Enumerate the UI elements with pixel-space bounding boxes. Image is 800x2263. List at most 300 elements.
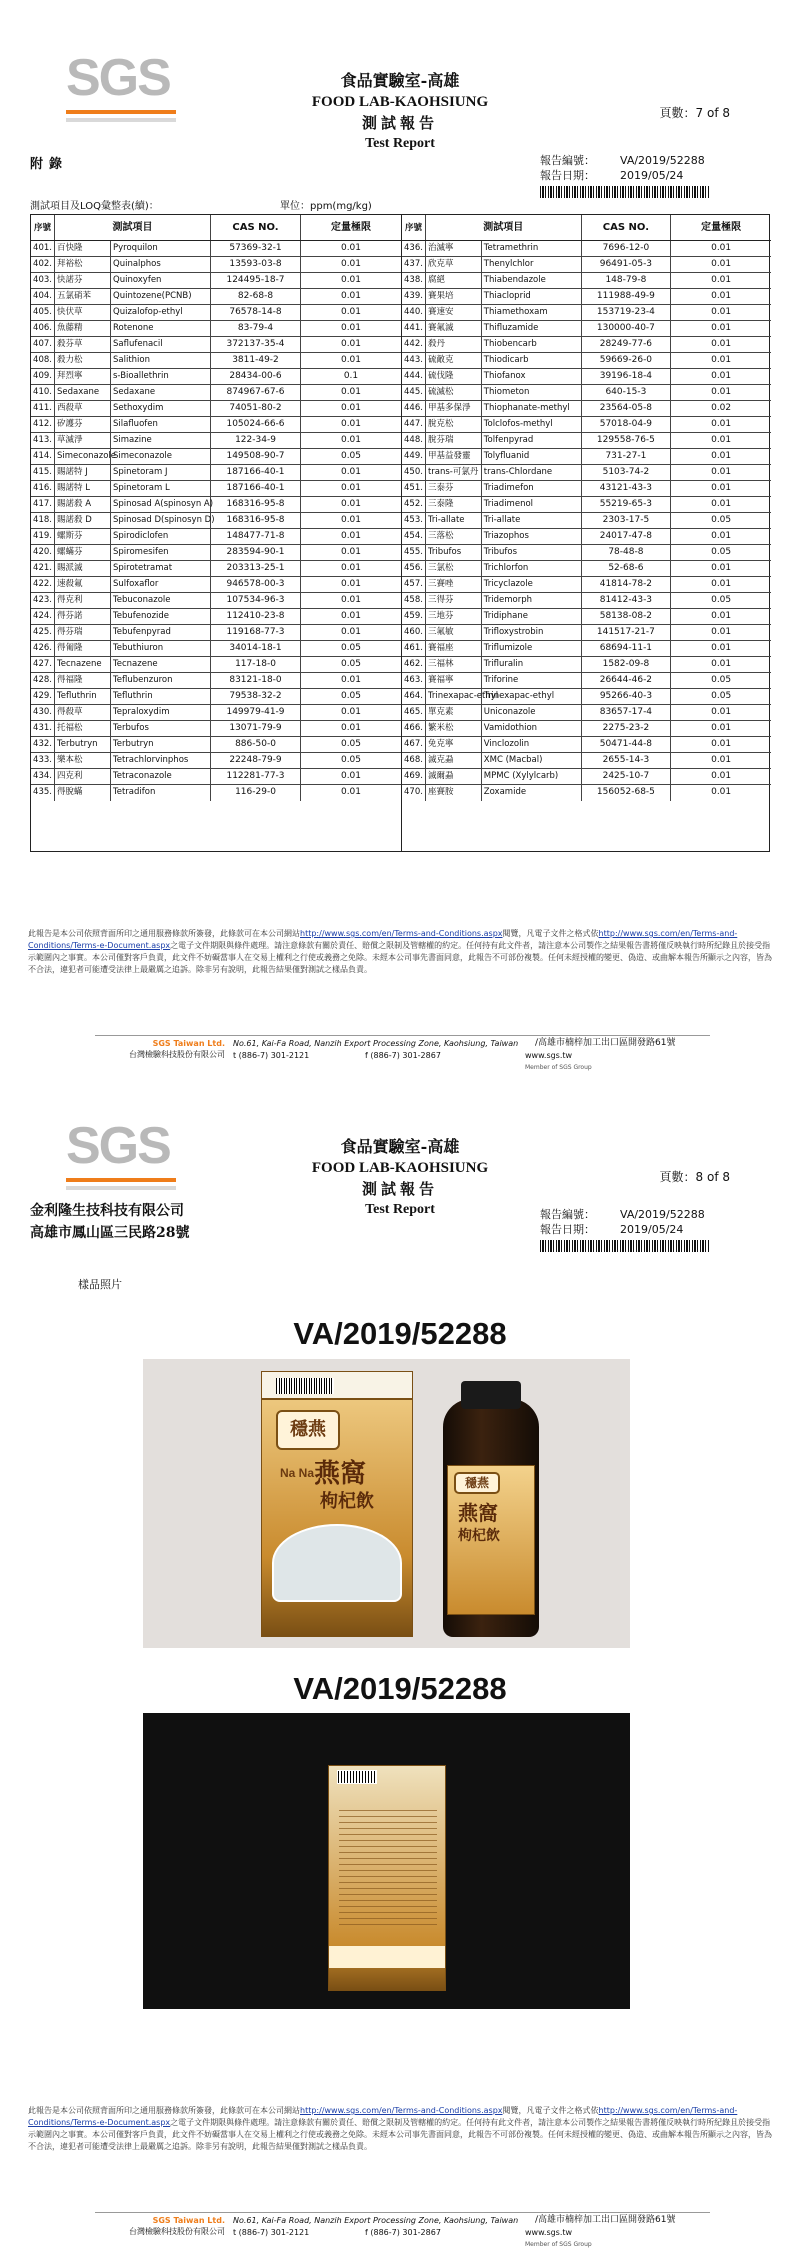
cell-loq: 0.01 <box>711 387 732 397</box>
cell-name-en: Tefluthrin <box>111 689 211 704</box>
cell-cas: 57369-32-1 <box>211 241 301 256</box>
cell-name-en: Tebuthiuron <box>111 641 211 656</box>
cell-loq: 0.01 <box>711 563 732 573</box>
cell-loq: 0.05 <box>711 547 732 557</box>
cell-name-cn: 樂本松 <box>55 753 111 768</box>
cell-name-en: Sethoxydim <box>111 401 211 416</box>
cell-name-cn: 殺丹 <box>426 337 482 352</box>
cell-no: 436. <box>402 241 426 256</box>
cell-no: 468. <box>402 753 426 768</box>
table-row <box>402 577 771 593</box>
address-en: No.61, Kai-Fa Road, Nanzih Export Processing Zone, Kaohsiung, Taiwan <box>233 2216 519 2225</box>
cell-cas: 122-34-9 <box>211 433 301 448</box>
cell-no: 456. <box>402 561 426 576</box>
table-row <box>402 689 771 705</box>
cell-name-cn: 得克利 <box>55 593 111 608</box>
table-row <box>402 625 771 641</box>
cell-cas: 149979-41-9 <box>211 705 301 720</box>
cell-name-cn: 三得芬 <box>426 593 482 608</box>
cell-name-en: Triadimenol <box>482 497 582 512</box>
box-label-strip <box>262 1372 412 1400</box>
cell-cas: 3811-49-2 <box>211 353 301 368</box>
brand-badge: 穩燕 <box>276 1410 340 1450</box>
cell-loq: 0.01 <box>340 595 362 605</box>
page-number: 頁數：8 of 8 <box>659 1170 730 1184</box>
cell-no: 433. <box>31 753 55 768</box>
col-item-header: 測試項目 <box>426 215 582 240</box>
table-row <box>31 737 401 753</box>
cell-loq: 0.01 <box>340 787 362 797</box>
appendix-heading: 附錄 <box>30 157 69 172</box>
table-row <box>402 385 771 401</box>
cell-no: 426. <box>31 641 55 656</box>
cell-loq: 0.05 <box>711 675 732 685</box>
table-row <box>31 417 401 433</box>
logo-stripe-orange <box>66 110 176 114</box>
cell-name-en: Tecnazene <box>111 657 211 672</box>
terms-e-document-link[interactable]: http://www.sgs.com/en/Terms-and-Conditions/Terms-e-Document.aspx <box>28 929 738 950</box>
report-no-label: 報告編號： <box>540 154 595 167</box>
table-row <box>402 785 771 801</box>
cell-loq: 0.05 <box>711 515 732 525</box>
cell-no: 434. <box>31 769 55 784</box>
cell-no: 452. <box>402 497 426 512</box>
table-row <box>31 305 401 321</box>
fax: f (886-7) 301-2867 <box>365 1051 441 1060</box>
cell-name-cn: 賽速安 <box>426 305 482 320</box>
website[interactable]: www.sgs.tw <box>525 2228 573 2237</box>
cell-name-cn: 螺蟎芬 <box>55 545 111 560</box>
cell-no: 459. <box>402 609 426 624</box>
bottle-product-subname: 枸杞飲 <box>458 1528 500 1544</box>
cell-name-en: Tetrachlorvinphos <box>111 753 211 768</box>
unit-label: 單位：ppm(mg/kg) <box>280 201 372 212</box>
cell-cas: 124495-18-7 <box>211 273 301 288</box>
product-box <box>261 1371 413 1637</box>
cell-name-en: Tribufos <box>482 545 582 560</box>
company-name-cn: 台灣檢驗科技股份有限公司 <box>129 1050 225 1059</box>
cell-cas: 76578-14-8 <box>211 305 301 320</box>
table-row <box>402 481 771 497</box>
table-row <box>31 353 401 369</box>
cell-cas: 149508-90-7 <box>211 449 301 464</box>
cell-cas: 55219-65-3 <box>582 497 672 512</box>
sample-photo-front <box>143 1359 630 1648</box>
table-row <box>31 593 401 609</box>
cell-cas: 41814-78-2 <box>582 577 672 592</box>
cell-cas: 111988-49-9 <box>582 289 672 304</box>
cell-name-cn: 得匍隆 <box>55 641 111 656</box>
cell-name-cn: 三氟敏 <box>426 625 482 640</box>
cell-name-en: Zoxamide <box>482 785 582 801</box>
member-note: Member of SGS Group <box>525 2241 592 2248</box>
cell-no: 458. <box>402 593 426 608</box>
cell-no: 422. <box>31 577 55 592</box>
table-row <box>31 385 401 401</box>
cell-loq: 0.01 <box>711 275 732 285</box>
cell-no: 417. <box>31 497 55 512</box>
cell-name-en: Rotenone <box>111 321 211 336</box>
table-row <box>402 353 771 369</box>
fax: f (886-7) 301-2867 <box>365 2228 441 2237</box>
cell-no: 421. <box>31 561 55 576</box>
cell-no: 429. <box>31 689 55 704</box>
cell-name-en: Uniconazole <box>482 705 582 720</box>
table-body-right <box>402 241 771 801</box>
table-row <box>31 641 401 657</box>
cell-name-cn: 甲基多保淨 <box>426 401 482 416</box>
cell-name-cn: 五氯硝苯 <box>55 289 111 304</box>
cell-cas: 130000-40-7 <box>582 321 672 336</box>
cell-name-en: Pyroquilon <box>111 241 211 256</box>
cell-name-cn: 滅爾蝨 <box>426 769 482 784</box>
table-row <box>31 321 401 337</box>
cell-name-cn: 賽氟滅 <box>426 321 482 336</box>
table-row <box>402 657 771 673</box>
cell-cas: 68694-11-1 <box>582 641 672 656</box>
cell-loq: 0.01 <box>711 659 732 669</box>
sgs-logo-wordmark: SGS <box>66 49 170 107</box>
company-footer <box>95 1035 710 1071</box>
cell-loq: 0.05 <box>711 595 732 605</box>
cell-cas: 28249-77-6 <box>582 337 672 352</box>
cell-loq: 0.01 <box>711 627 732 637</box>
col-loq-header: 定量極限 <box>331 221 371 233</box>
cell-no: 470. <box>402 785 426 801</box>
cell-name-cn: 賜諾特 J <box>55 465 111 480</box>
table-row <box>31 609 401 625</box>
table-row <box>31 449 401 465</box>
address-en: No.61, Kai-Fa Road, Nanzih Export Processing Zone, Kaohsiung, Taiwan <box>233 1039 519 1048</box>
table-row <box>402 609 771 625</box>
table-row <box>31 673 401 689</box>
table-row <box>402 449 771 465</box>
table-caption-text: 測試項目及LOQ彙整表(續)： <box>30 201 159 212</box>
terms-e-document-link[interactable]: http://www.sgs.com/en/Terms-and-Conditions/Terms-e-Document.aspx <box>28 2106 738 2127</box>
cell-name-en: Vinclozolin <box>482 737 582 752</box>
cell-loq: 0.01 <box>340 579 362 589</box>
cell-no: 440. <box>402 305 426 320</box>
cell-cas: 119168-77-3 <box>211 625 301 640</box>
cell-no: 437. <box>402 257 426 272</box>
cell-name-en: Trinexapac-ethyl <box>482 689 582 704</box>
table-row <box>31 401 401 417</box>
loq-table-left <box>31 215 401 851</box>
cell-name-cn: 四克利 <box>55 769 111 784</box>
cell-loq: 0.01 <box>340 467 362 477</box>
table-row <box>31 689 401 705</box>
cell-loq: 0.01 <box>340 243 362 253</box>
cell-loq: 0.05 <box>711 691 732 701</box>
cell-name-en: Triazophos <box>482 529 582 544</box>
cell-cas: 83657-17-4 <box>582 705 672 720</box>
cell-loq: 0.01 <box>711 643 732 653</box>
cell-loq: 0.01 <box>340 323 362 333</box>
table-row <box>31 545 401 561</box>
cell-no: 460. <box>402 625 426 640</box>
report-no: VA/2019/52288 <box>620 1208 705 1221</box>
bottle-brand-badge: 穩燕 <box>454 1472 500 1494</box>
cell-loq: 0.01 <box>711 259 732 269</box>
lab-title-block <box>280 70 520 154</box>
cell-no: 441. <box>402 321 426 336</box>
cell-name-cn: 單克素 <box>426 705 482 720</box>
cell-name-en: Tebufenozide <box>111 609 211 624</box>
back-label-text <box>339 1810 437 1930</box>
cell-name-en: Triflumizole <box>482 641 582 656</box>
cell-loq: 0.01 <box>340 547 362 557</box>
table-body-left <box>31 241 401 801</box>
col-no-header: 序號 <box>31 215 55 240</box>
table-row <box>402 513 771 529</box>
cell-name-en: Trifluralin <box>482 657 582 672</box>
table-row <box>31 657 401 673</box>
report-date-label: 報告日期： <box>540 169 595 182</box>
terms-link[interactable]: http://www.sgs.com/en/Terms-and-Conditions.aspx <box>300 929 503 938</box>
sgs-logo <box>66 49 176 124</box>
cell-name-cn: 魚藤精 <box>55 321 111 336</box>
cell-loq: 0.01 <box>340 675 362 685</box>
cell-no: 401. <box>31 241 55 256</box>
cell-no: 424. <box>31 609 55 624</box>
cell-name-cn: 得福隆 <box>55 673 111 688</box>
cell-name-en: Trifloxystrobin <box>482 625 582 640</box>
cell-no: 406. <box>31 321 55 336</box>
sample-photo-label: 樣品照片 <box>78 1278 122 1291</box>
cell-cas: 731-27-1 <box>582 449 672 464</box>
cell-loq: 0.05 <box>340 643 362 653</box>
cell-name-en: Vamidothion <box>482 721 582 736</box>
cell-no: 410. <box>31 385 55 400</box>
photo-title-2: VA/2019/52288 <box>293 1671 507 1706</box>
disclaimer-text-2: 閱覽，凡電子文件之格式依 <box>502 929 599 938</box>
cell-cas: 57018-04-9 <box>582 417 672 432</box>
cell-no: 427. <box>31 657 55 672</box>
cell-name-cn: 腐絕 <box>426 273 482 288</box>
report-date-label: 報告日期： <box>540 1223 595 1236</box>
cell-name-en: Thenylchlor <box>482 257 582 272</box>
cell-name-en: Tepraloxydim <box>111 705 211 720</box>
cell-loq: 0.1 <box>343 371 359 381</box>
cell-loq: 0.01 <box>711 611 732 621</box>
table-row <box>31 705 401 721</box>
cell-loq: 0.01 <box>711 499 732 509</box>
cell-loq: 0.01 <box>340 707 362 717</box>
table-row <box>402 289 771 305</box>
cell-no: 463. <box>402 673 426 688</box>
cell-no: 413. <box>31 433 55 448</box>
cell-name-en: Spiromesifen <box>111 545 211 560</box>
cell-name-cn: 得芬諾 <box>55 609 111 624</box>
table-row <box>402 257 771 273</box>
cell-no: 420. <box>31 545 55 560</box>
report-date: 2019/05/24 <box>620 1223 684 1236</box>
cell-name-en: Thiobencarb <box>482 337 582 352</box>
cell-no: 449. <box>402 449 426 464</box>
cell-name-cn: 欣克草 <box>426 257 482 272</box>
table-row <box>31 577 401 593</box>
disclaimer-text-2: 閱覽，凡電子文件之格式依 <box>502 2106 599 2115</box>
cell-name-en: Quinalphos <box>111 257 211 272</box>
cell-no: 404. <box>31 289 55 304</box>
cell-cas: 5103-74-2 <box>582 465 672 480</box>
cell-no: 415. <box>31 465 55 480</box>
cell-loq: 0.01 <box>340 339 362 349</box>
report-title-en: Test Report <box>365 136 435 151</box>
cell-cas: 107534-96-3 <box>211 593 301 608</box>
cell-loq: 0.01 <box>711 579 732 589</box>
cell-loq: 0.05 <box>340 691 362 701</box>
col-item-header: 測試項目 <box>55 215 211 240</box>
phone: t (886-7) 301-2121 <box>233 2228 310 2237</box>
cell-name-en: Thiofanox <box>482 369 582 384</box>
cell-no: 448. <box>402 433 426 448</box>
cell-name-en: Spirotetramat <box>111 561 211 576</box>
cell-name-en: Tetradifon <box>111 785 211 801</box>
cell-no: 464. <box>402 689 426 704</box>
table-row <box>402 705 771 721</box>
cell-cas: 112281-77-3 <box>211 769 301 784</box>
table-row <box>402 721 771 737</box>
cell-name-en: Spinosad A(spinosyn A) <box>111 497 211 512</box>
cell-loq: 0.01 <box>711 739 732 749</box>
sample-photo-back <box>143 1713 630 2009</box>
cell-cas: 52-68-6 <box>582 561 672 576</box>
cell-name-en: Quinoxyfen <box>111 273 211 288</box>
cell-cas: 2303-17-5 <box>582 513 672 528</box>
cell-name-cn: 賜派滅 <box>55 561 111 576</box>
cell-name-en: Tridiphane <box>482 609 582 624</box>
cell-no: 435. <box>31 785 55 801</box>
table-row <box>31 369 401 385</box>
table-row <box>31 289 401 305</box>
cell-name-en: Thiacloprid <box>482 289 582 304</box>
cell-name-en: Tolyfluanid <box>482 449 582 464</box>
page-number: 頁數：7 of 8 <box>659 106 730 120</box>
cell-no: 409. <box>31 369 55 384</box>
cell-no: 451. <box>402 481 426 496</box>
table-row <box>402 433 771 449</box>
table-header <box>31 215 401 241</box>
cell-no: 454. <box>402 529 426 544</box>
cell-loq: 0.01 <box>340 563 362 573</box>
cell-cas: 83-79-4 <box>211 321 301 336</box>
cell-name-cn: 拜烈寧 <box>55 369 111 384</box>
cell-name-en: Thiometon <box>482 385 582 400</box>
report-no: VA/2019/52288 <box>620 154 705 167</box>
cell-name-cn: 速殺氟 <box>55 577 111 592</box>
cell-no: 407. <box>31 337 55 352</box>
cell-cas: 24017-47-8 <box>582 529 672 544</box>
loq-table <box>30 214 770 852</box>
table-row <box>402 401 771 417</box>
cell-name-cn: 繁米松 <box>426 721 482 736</box>
cell-name-cn: 賽福寧 <box>426 673 482 688</box>
cell-loq: 0.05 <box>340 659 362 669</box>
company-name <box>95 2215 225 2237</box>
cell-cas: 148477-71-8 <box>211 529 301 544</box>
website[interactable]: www.sgs.tw <box>525 1051 573 1060</box>
cell-loq: 0.01 <box>711 755 732 765</box>
cell-cas: 168316-95-8 <box>211 497 301 512</box>
cell-name-cn: 三泰隆 <box>426 497 482 512</box>
cell-name-cn: trans-可氯丹 <box>426 465 482 480</box>
cell-name-cn: 螺斯芬 <box>55 529 111 544</box>
cell-no: 416. <box>31 481 55 496</box>
cell-no: 438. <box>402 273 426 288</box>
cell-no: 439. <box>402 289 426 304</box>
cell-no: 465. <box>402 705 426 720</box>
cell-loq: 0.01 <box>711 451 732 461</box>
cell-cas: 26644-46-2 <box>582 673 672 688</box>
cell-loq: 0.01 <box>711 419 732 429</box>
cell-loq: 0.01 <box>711 355 732 365</box>
report-page-8 <box>0 1080 800 2263</box>
cell-no: 403. <box>31 273 55 288</box>
terms-link[interactable]: http://www.sgs.com/en/Terms-and-Conditions.aspx <box>300 2106 503 2115</box>
disclaimer <box>28 928 772 976</box>
cell-loq: 0.01 <box>340 771 362 781</box>
cell-name-en: Tebuconazole <box>111 593 211 608</box>
cell-loq: 0.01 <box>340 355 362 365</box>
table-row <box>402 305 771 321</box>
cell-name-en: Saflufenacil <box>111 337 211 352</box>
cell-loq: 0.01 <box>340 307 362 317</box>
product-name: 燕窩 <box>314 1459 367 1489</box>
lab-title-cn: 食品實驗室-高雄 <box>340 71 460 90</box>
cell-name-cn: 三賽唑 <box>426 577 482 592</box>
table-row <box>31 257 401 273</box>
cell-no: 428. <box>31 673 55 688</box>
cell-name-cn: 賽果培 <box>426 289 482 304</box>
cell-loq: 0.01 <box>711 467 732 477</box>
sgs-logo-wordmark: SGS <box>66 1117 170 1175</box>
client-name: 金利隆生技科技有限公司 <box>30 1203 184 1219</box>
bottle-cap <box>461 1381 521 1409</box>
cell-name-cn: Simeconazole <box>55 449 111 464</box>
table-row <box>31 337 401 353</box>
cell-cas: 187166-40-1 <box>211 465 301 480</box>
company-name <box>95 1038 225 1060</box>
cell-cas: 283594-90-1 <box>211 545 301 560</box>
back-label-strip <box>329 1946 445 1968</box>
cell-name-cn: 治滅寧 <box>426 241 482 256</box>
cell-name-cn: 拜裕松 <box>55 257 111 272</box>
cell-cas: 39196-18-4 <box>582 369 672 384</box>
cell-name-cn: 得殺草 <box>55 705 111 720</box>
phone: t (886-7) 301-2121 <box>233 1051 310 1060</box>
cell-no: 425. <box>31 625 55 640</box>
cell-name-cn: 賽福座 <box>426 641 482 656</box>
cell-name-en: Tricyclazole <box>482 577 582 592</box>
table-row <box>402 737 771 753</box>
col-cas-header: CAS NO. <box>211 215 301 240</box>
cell-name-en: Thiodicarb <box>482 353 582 368</box>
logo-stripe-orange <box>66 1178 176 1182</box>
col-loq-header: 定量極限 <box>701 221 742 233</box>
cell-name-cn: Tri-allate <box>426 513 482 528</box>
cell-name-cn: Terbutryn <box>55 737 111 752</box>
table-row <box>402 337 771 353</box>
report-barcode <box>540 186 710 198</box>
cell-cas: 2275-23-2 <box>582 721 672 736</box>
cell-cas: 129558-76-5 <box>582 433 672 448</box>
cell-no: 412. <box>31 417 55 432</box>
client-address: 高雄市鳳山區三民路28號 <box>30 1225 190 1241</box>
product-subname: 枸杞飲 <box>320 1491 374 1512</box>
cell-name-cn: 硫敵克 <box>426 353 482 368</box>
cell-name-cn: Trinexapac-ethyl <box>426 689 482 704</box>
